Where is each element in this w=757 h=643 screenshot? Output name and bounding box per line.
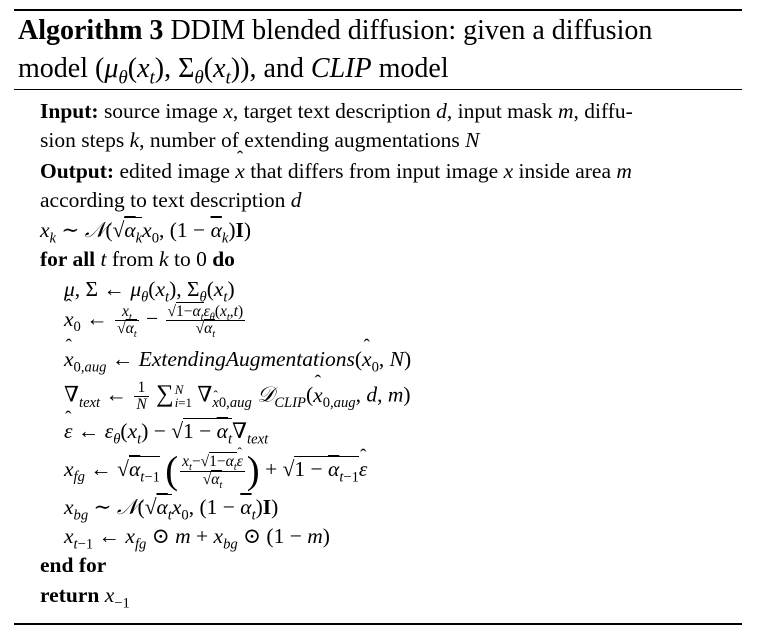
end-for-line: [40, 553, 106, 578]
caption-rule: [14, 89, 742, 90]
clip-subscript: CLIP: [274, 394, 306, 411]
algorithm-label: Algorithm 3: [18, 15, 164, 46]
top-rule: [14, 9, 742, 11]
algorithm-caption: [18, 12, 743, 88]
bottom-rule: [14, 623, 742, 625]
for-line: for all t from k to 0 do: [40, 247, 235, 271]
fg-subscript: fg: [73, 469, 85, 486]
bg-subscript: bg: [73, 507, 89, 524]
step-x-bg: $x_{bg}$ ∼ $𝒩(√\alpha_tx_0$, $(1 - \overline{\alpha}_t)I$): [64, 495, 279, 524]
end-for-keyword: end for: [40, 553, 107, 577]
input-keyword: Input:: [40, 99, 99, 123]
return-keyword: return: [40, 583, 100, 607]
input-line-1: Input: source image x, target text description d, input mask m, diffu-: [40, 99, 633, 123]
for-from: from: [111, 247, 154, 271]
extending-augmentations-fn: ExtendingAugmentations: [138, 347, 355, 371]
do-keyword: do: [212, 247, 235, 271]
output-keyword: Output:: [40, 159, 115, 183]
step-mu-sigma: μ, Σ ← $\mu_\theta(x_t)$, $\Sigma_\theta(x_t)$: [64, 277, 235, 306]
input-line-2: sion steps k, number of extending augmentations N: [40, 128, 480, 152]
step-grad-text: $\nabla_{text}$ ← $\frac{1}{N}$ ∑ N i=1 $\nabla_{x0,aug}$ 𝒟$_{CLIP}$(̂ $x_{0,aug}$, d, m): [64, 380, 411, 414]
step-augmentations: ̂ $x_{0,aug}$ ← ExtendingAugmentations(̂ $x_0$, N): [64, 347, 411, 372]
algorithm-caption-text: DDIM blended diffusion: given a diffusion model ($\mu_\theta(x_t)$, $\Sigma_\theta(x_t)$), and CLIP model: [18, 15, 653, 89]
step-x0-estimate: ̂ $x_0$ ← $\frac{x_t}{√\alpha_t}$ − $\frac{√1-\overline{\alpha}_t\varepsilon_\theta(x_t,t)}{√\alpha_t}$: [64, 304, 247, 338]
aug-subscript: aug: [84, 359, 107, 376]
for-to: to 0: [173, 247, 207, 271]
output-line-2: according to text description d: [40, 188, 302, 212]
step-x-fg: $x_{fg}$ ← $√\alpha_{t-1}$ ( $\frac{x_t-√1-\overline{\alpha}_tˆ \varepsilon}{√\alpha_t}$ ) + $√1 - \overline{\alpha}_{t-1}ˆ$ ε: [64, 449, 367, 493]
for-keyword: for all: [40, 247, 96, 271]
step-x-next: $x_{t-1}$ ← $x_{fg}$ ⊙ $m + x_{bg}$ ⊙ (1 − m): [64, 524, 330, 553]
return-line: return $x_{-1}$: [40, 583, 130, 612]
init-line: $x_k$ ∼ $𝒩(√\alpha_kx_0$, $(1 - \overline{\alpha}_k)I$): [40, 218, 252, 247]
step-eps-hat: ˆ ε ← $\varepsilon_\theta(x_t) - √1 - \overline{\alpha}_t\nabla_{text}$: [64, 419, 268, 444]
output-line-1: Output: edited image ̂ x that differs from input image x inside area m: [40, 159, 632, 184]
